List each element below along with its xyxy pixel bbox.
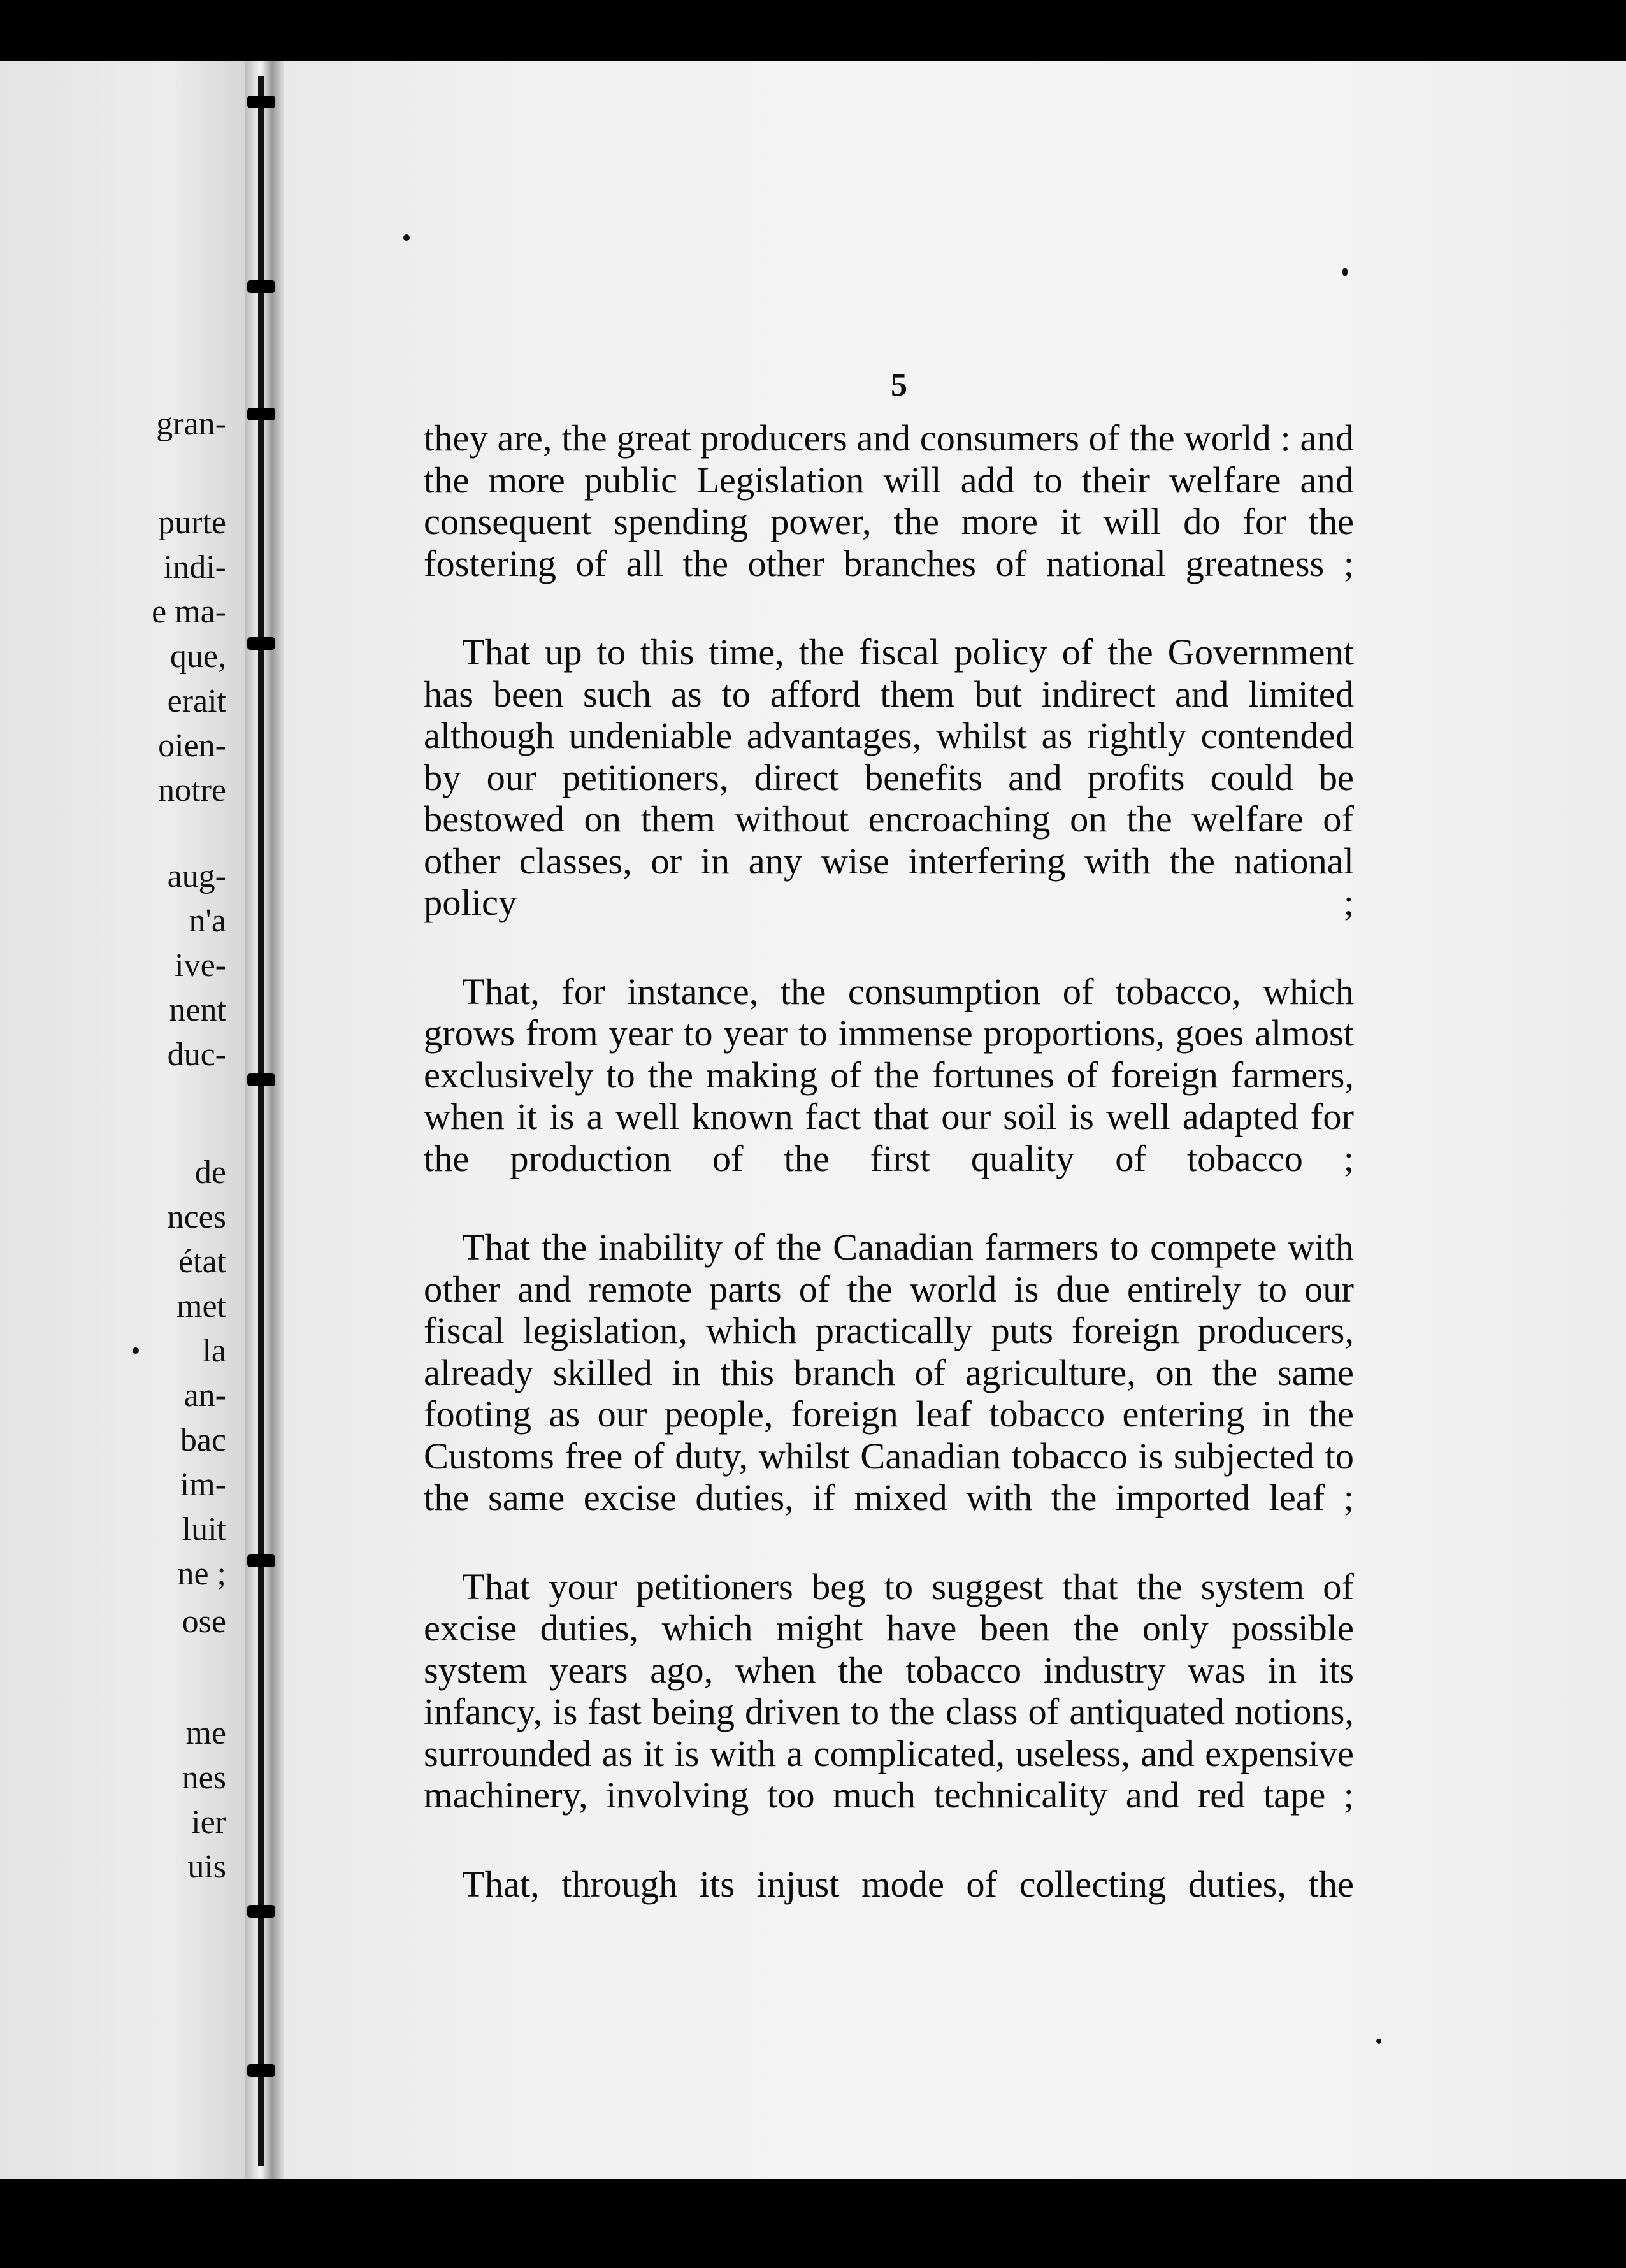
left-page-fragment: met — [176, 1288, 226, 1324]
left-page-fragment: n'a — [189, 903, 226, 939]
left-page-fragment: uis — [187, 1849, 226, 1885]
left-page-fragment: que, — [169, 638, 226, 675]
left-page-fragment: gran- — [156, 406, 226, 442]
left-page-fragment: la — [202, 1333, 226, 1369]
left-page-fragment: nces — [167, 1199, 226, 1235]
binding-stitch — [247, 1073, 275, 1086]
left-page-fragment: purte — [158, 505, 226, 541]
binding-stitch — [247, 637, 275, 650]
binding-stitch — [247, 96, 275, 108]
binding-stitch — [247, 408, 275, 420]
left-page-fragment: indi- — [163, 549, 226, 585]
left-page-fragment: nent — [169, 992, 226, 1028]
left-page-fragment: duc- — [167, 1037, 226, 1073]
paragraph: That the inability of the Canadian farmers to compete with other and remote parts of the world is due entirely to our fiscal legislation, which practically puts foreign producers, already skilled in this branch of agriculture, on the same footing as our people, foreign leaf tobacco entering in the Customs free of duty, whilst Canadian tobacco is subjected to the same excise duties, if mixed with the imported leaf ; — [424, 1226, 1354, 1518]
scan-speck — [1342, 268, 1348, 276]
paragraph: That, for instance, the consumption of tobacco, which grows from year to year to immense proportions, goes almost exclusively to the making of the fortunes of foreign farmers, when it is a well known fact that our soil is well adapted for the production of the first quality of tobacco ; — [424, 970, 1354, 1179]
left-page-fragment: aug- — [167, 858, 226, 894]
scan-speck — [1376, 2039, 1381, 2044]
left-page-fragment: ive- — [175, 947, 226, 984]
binding-thread — [258, 76, 264, 2166]
binding-stitch — [247, 1554, 275, 1567]
binding-stitch — [247, 2064, 275, 2077]
left-page-fragment: nes — [182, 1760, 226, 1796]
paragraph: That up to this time, the fiscal policy of the Government has been such as to afford them but indirect and limited although undeniable advantages, whilst as rightly contended by our petitioners, direct benefits and profits could be bestowed on them without encroaching on the welfare of other classes, or in any wise interfering with the national policy ; — [424, 631, 1354, 923]
binding-gutter — [245, 61, 284, 2179]
paragraph: That your petitioners beg to suggest that the system of excise duties, which might have been the only possible system years ago, when the tobacco industry was in its infancy, is fast being driven to the class of antiquated notions, surrounded as it is with a complicated, useless, and expensive machinery, involving too much technicality and red tape ; — [424, 1565, 1354, 1816]
left-page-fragment: oien- — [158, 728, 226, 764]
page-body — [424, 417, 1354, 1905]
binding-stitch — [247, 280, 275, 293]
paragraph: That, through its injust mode of collecting duties, the — [462, 1863, 1354, 1905]
left-page-fragment: luit — [182, 1511, 226, 1547]
left-page-fragment: erait — [167, 683, 226, 719]
left-page-fragment: me — [185, 1715, 226, 1751]
left-page-fragment: état — [178, 1244, 226, 1280]
scan-border-bottom — [0, 2179, 1626, 2268]
scan-speck — [133, 1347, 139, 1354]
previous-page-strip — [0, 61, 245, 2179]
paragraph: they are, the great producers and consumers of the world : and the more public Legislation will add to their welfare and consequent spending power, the more it will do for the fostering of all the other branches of national greatness ; — [424, 417, 1354, 584]
left-page-fragment: ier — [191, 1804, 226, 1841]
left-page-fragment: im- — [180, 1467, 226, 1503]
scan-speck — [403, 234, 410, 241]
scan-border-top — [0, 0, 1626, 61]
left-page-fragment: ne ; — [177, 1556, 226, 1592]
left-page-fragment: notre — [158, 772, 226, 808]
left-page-fragment: de — [194, 1154, 226, 1191]
page-number: 5 — [891, 367, 907, 403]
left-page-fragment: bac — [180, 1422, 226, 1458]
left-page-fragment: an- — [183, 1377, 226, 1414]
left-page-fragment: ose — [182, 1604, 226, 1640]
left-page-fragment: e ma- — [152, 594, 226, 630]
binding-stitch — [247, 1905, 275, 1918]
